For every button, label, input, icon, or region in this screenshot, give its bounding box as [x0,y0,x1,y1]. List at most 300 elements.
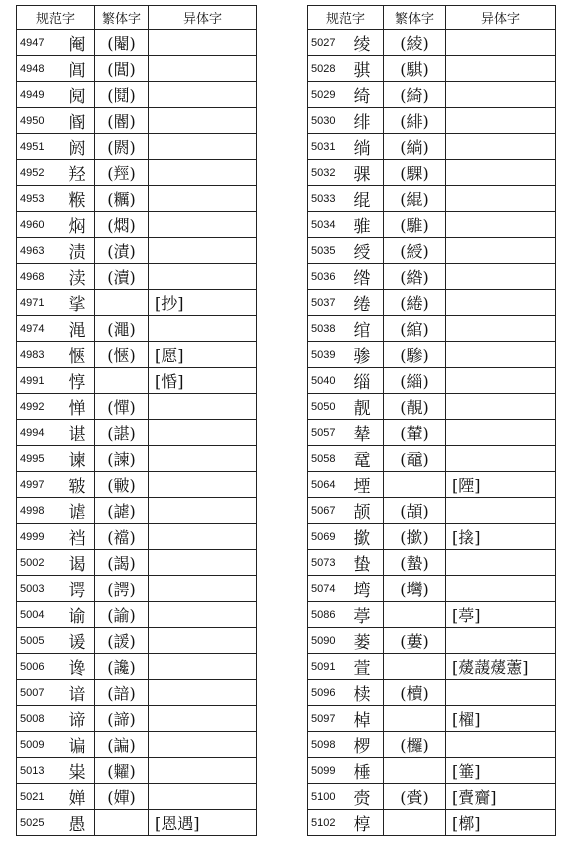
standard-char: 棰 [352,758,384,784]
table-row [17,498,257,524]
char-number: 5086 [308,602,352,628]
header-traditional: 繁体字 [95,6,149,30]
table-row [308,654,556,680]
standard-char: 谒 [67,550,95,576]
char-number: 4974 [17,316,67,342]
table-row [17,82,257,108]
variant-char [149,316,257,342]
table-row [308,732,556,758]
table-row [17,810,257,836]
traditional-char: (緋) [384,108,446,134]
char-number: 5005 [17,628,67,654]
char-number: 4995 [17,446,67,472]
traditional-char: (緔) [384,134,446,160]
table-row [308,134,556,160]
char-number: 5033 [308,186,352,212]
traditional-char: (鬩) [95,82,149,108]
char-number: 5098 [308,732,352,758]
table-row [308,576,556,602]
table-row [308,160,556,186]
variant-char [149,732,257,758]
standard-char: 谑 [67,498,95,524]
standard-char: 蛰 [352,550,384,576]
standard-char: 惮 [67,394,95,420]
standard-char: 挲 [67,290,95,316]
standard-char: 裆 [67,524,95,550]
traditional-char: (讒) [95,654,149,680]
variant-char [446,56,556,82]
variant-char [446,550,556,576]
table-row [17,30,257,56]
char-number: 5100 [308,784,352,810]
variant-char [149,706,257,732]
char-number: 4949 [17,82,67,108]
variant-char [446,30,556,56]
standard-char: 谖 [67,628,95,654]
char-number: 5021 [17,784,67,810]
variant-char: [恩遇] [149,810,257,836]
traditional-char [384,758,446,784]
table-row [17,56,257,82]
table-row [308,628,556,654]
table-row [17,784,257,810]
char-number: 5031 [308,134,352,160]
char-number: 5003 [17,576,67,602]
char-number: 5102 [308,810,352,836]
variant-char [149,186,257,212]
variant-char: [槨] [446,810,556,836]
table-header-row [17,6,257,30]
traditional-char: (澠) [95,316,149,342]
standard-char: 棹 [352,706,384,732]
standard-char: 骒 [352,160,384,186]
variant-char [446,342,556,368]
char-number: 5034 [308,212,352,238]
char-number: 5064 [308,472,352,498]
variant-char: [櫂] [446,706,556,732]
standard-char: 渎 [67,264,95,290]
standard-char: 骐 [352,56,384,82]
table-row [17,238,257,264]
standard-char: 愜 [67,342,95,368]
standard-char: 皲 [67,472,95,498]
variant-char: [蕿蘐蕿藼] [446,654,556,680]
traditional-char: (綰) [384,316,446,342]
table-row [308,446,556,472]
traditional-char: (緇) [384,368,446,394]
char-number: 5004 [17,602,67,628]
traditional-char: (皸) [95,472,149,498]
table-row [308,680,556,706]
traditional-char: (綺) [384,82,446,108]
standard-char: 椤 [352,732,384,758]
table-row [17,732,257,758]
standard-char: 谛 [67,706,95,732]
table-row [308,342,556,368]
variant-char [149,654,257,680]
traditional-char: (羥) [95,160,149,186]
standard-char: 羟 [67,160,95,186]
variant-char [149,498,257,524]
traditional-char: (櫝) [384,680,446,706]
traditional-char: (撳) [384,524,446,550]
table-row [308,524,556,550]
char-number: 5030 [308,108,352,134]
char-number: 5057 [308,420,352,446]
traditional-char: (諞) [95,732,149,758]
variant-char [149,446,257,472]
char-number: 5090 [308,628,352,654]
variant-char [149,108,257,134]
standard-char: 渍 [67,238,95,264]
standard-char: 阋 [67,82,95,108]
variant-char [446,134,556,160]
variant-char [149,524,257,550]
char-number: 5039 [308,342,352,368]
char-number: 4992 [17,394,67,420]
table-row [308,30,556,56]
char-number: 5096 [308,680,352,706]
table-row [17,654,257,680]
traditional-char: (糶) [95,758,149,784]
traditional-char: (嬋) [95,784,149,810]
table-row [17,212,257,238]
traditional-char: (蔞) [384,628,446,654]
traditional-char: (諫) [95,446,149,472]
standard-char: 愚 [67,810,95,836]
variant-char [446,160,556,186]
table-row [308,56,556,82]
traditional-char: (謁) [95,550,149,576]
standard-char: 绫 [352,30,384,56]
table-row [308,108,556,134]
table-row [308,290,556,316]
variant-char [446,82,556,108]
table-row [308,82,556,108]
traditional-char: (緄) [384,186,446,212]
char-number: 4997 [17,472,67,498]
variant-char [446,680,556,706]
char-number: 4998 [17,498,67,524]
variant-char [149,680,257,706]
standard-char: 葶 [352,602,384,628]
traditional-char: (欏) [384,732,446,758]
table-row [308,784,556,810]
table-row [17,628,257,654]
table-row [308,758,556,784]
traditional-char: (綣) [384,290,446,316]
standard-char: 谗 [67,654,95,680]
char-number: 4951 [17,134,67,160]
variant-char [446,368,556,394]
variant-char: [箠] [446,758,556,784]
traditional-char: (襠) [95,524,149,550]
traditional-char: (漬) [95,238,149,264]
standard-char: 绮 [352,82,384,108]
variant-char [446,576,556,602]
variant-char [446,498,556,524]
traditional-char: (燜) [95,212,149,238]
standard-char: 绺 [352,264,384,290]
char-number: 4971 [17,290,67,316]
char-number: 5097 [308,706,352,732]
table-row [17,576,257,602]
variant-char [446,290,556,316]
char-number: 4991 [17,368,67,394]
char-number: 5013 [17,758,67,784]
variant-char [149,238,257,264]
table-row [17,134,257,160]
char-number: 5050 [308,394,352,420]
standard-char: 骓 [352,212,384,238]
traditional-char [95,290,149,316]
char-number: 5091 [308,654,352,680]
variant-char: [賷齎] [446,784,556,810]
standard-char: 谏 [67,446,95,472]
table-row [308,238,556,264]
traditional-char [384,472,446,498]
standard-char: 萱 [352,654,384,680]
standard-char: 绶 [352,238,384,264]
char-number: 5025 [17,810,67,836]
header-traditional: 繁体字 [384,6,446,30]
standard-char: 椁 [352,810,384,836]
table-row [308,316,556,342]
table-row [308,706,556,732]
traditional-char: (驂) [384,342,446,368]
standard-char: 椟 [352,680,384,706]
variant-char [149,576,257,602]
variant-char [149,30,257,56]
table-row [17,472,257,498]
variant-char [446,446,556,472]
table-row [308,368,556,394]
standard-char: 谔 [67,576,95,602]
variant-char [149,420,257,446]
standard-char: 谕 [67,602,95,628]
char-number: 5035 [308,238,352,264]
table-row [17,524,257,550]
char-number: 4983 [17,342,67,368]
standard-char: 绱 [352,134,384,160]
standard-char: 绻 [352,290,384,316]
traditional-char: (糲) [95,186,149,212]
table-row [308,264,556,290]
variant-char [446,316,556,342]
standard-char: 谙 [67,680,95,706]
traditional-char: (綬) [384,238,446,264]
standard-char: 绯 [352,108,384,134]
standard-char: 阉 [67,30,95,56]
traditional-char [384,706,446,732]
table-row [308,498,556,524]
traditional-char: (騅) [384,212,446,238]
variant-char [446,186,556,212]
standard-char: 婵 [67,784,95,810]
standard-char: 撳 [352,524,384,550]
char-number: 4999 [17,524,67,550]
char-number: 5058 [308,446,352,472]
variant-char [149,394,257,420]
standard-char: 赍 [352,784,384,810]
variant-char [149,134,257,160]
variant-char [446,238,556,264]
table-row [17,316,257,342]
table-row [17,368,257,394]
char-number: 5037 [308,290,352,316]
traditional-char: (謔) [95,498,149,524]
traditional-char: (諳) [95,680,149,706]
traditional-char: (蟄) [384,550,446,576]
table-row [17,550,257,576]
traditional-char [384,654,446,680]
char-number: 5027 [308,30,352,56]
traditional-char: (愜) [95,342,149,368]
char-number: 5009 [17,732,67,758]
traditional-char [384,602,446,628]
variant-char [446,732,556,758]
standard-char: 骖 [352,342,384,368]
char-number: 5099 [308,758,352,784]
header-standard: 规范字 [17,6,95,30]
variant-char: [愿] [149,342,257,368]
header-variant: 异体字 [149,6,257,30]
standard-char: 谌 [67,420,95,446]
traditional-char: (騏) [384,56,446,82]
standard-char: 鼋 [352,446,384,472]
table-row [17,290,257,316]
traditional-char: (諭) [95,602,149,628]
char-number: 5040 [308,368,352,394]
variant-char [149,264,257,290]
standard-char: 绲 [352,186,384,212]
character-table-right [307,5,556,836]
standard-char: 缁 [352,368,384,394]
traditional-char: (諦) [95,706,149,732]
traditional-char: (騍) [384,160,446,186]
char-number: 5002 [17,550,67,576]
char-number: 4952 [17,160,67,186]
traditional-char: (諤) [95,576,149,602]
char-number: 5007 [17,680,67,706]
traditional-char: (壪) [384,576,446,602]
table-row [17,758,257,784]
standard-char: 辇 [352,420,384,446]
char-number: 5008 [17,706,67,732]
traditional-char: (靚) [384,394,446,420]
traditional-char: (閽) [95,108,149,134]
char-number: 5038 [308,316,352,342]
variant-char [149,602,257,628]
char-number: 4948 [17,56,67,82]
char-number: 4968 [17,264,67,290]
table-row [17,108,257,134]
standard-char: 阍 [67,108,95,134]
character-table-left [16,5,257,836]
traditional-char: (憚) [95,394,149,420]
variant-char [149,550,257,576]
traditional-char [95,368,149,394]
variant-char [149,82,257,108]
char-number: 5028 [308,56,352,82]
table-row [17,342,257,368]
traditional-char: (閼) [95,134,149,160]
table-row [17,602,257,628]
traditional-char: (諶) [95,420,149,446]
standard-char: 蒌 [352,628,384,654]
standard-char: 绾 [352,316,384,342]
traditional-char: (綾) [384,30,446,56]
char-number: 5067 [308,498,352,524]
char-number: 5032 [308,160,352,186]
variant-char [149,758,257,784]
variant-char [446,264,556,290]
char-number: 4963 [17,238,67,264]
char-number: 5069 [308,524,352,550]
char-number: 5036 [308,264,352,290]
char-number: 4950 [17,108,67,134]
traditional-char [95,810,149,836]
variant-char: [搇] [446,524,556,550]
variant-char [149,628,257,654]
standard-char: 焖 [67,212,95,238]
header-standard: 规范字 [308,6,384,30]
standard-char: 颉 [352,498,384,524]
traditional-char: (黿) [384,446,446,472]
variant-char [446,628,556,654]
header-variant: 异体字 [446,6,556,30]
table-row [17,420,257,446]
standard-char: 阊 [67,56,95,82]
variant-char: [陻] [446,472,556,498]
table-row [308,394,556,420]
table-row [308,472,556,498]
table-row [17,160,257,186]
standard-char: 粜 [67,758,95,784]
variant-char [446,394,556,420]
table-row [17,394,257,420]
traditional-char: (綹) [384,264,446,290]
table-row [308,212,556,238]
traditional-char: (諼) [95,628,149,654]
traditional-char: (閹) [95,30,149,56]
traditional-char: (頡) [384,498,446,524]
table-row [308,602,556,628]
traditional-char: (賫) [384,784,446,810]
traditional-char: (閶) [95,56,149,82]
table-row [308,550,556,576]
variant-char [149,56,257,82]
table-row [308,186,556,212]
table-row [17,186,257,212]
standard-char: 渑 [67,316,95,342]
char-number: 4947 [17,30,67,56]
table-row [308,810,556,836]
table-row [17,680,257,706]
variant-char [149,472,257,498]
table-row [17,264,257,290]
variant-char [149,212,257,238]
standard-char: 糇 [67,186,95,212]
variant-char [446,212,556,238]
char-number: 4960 [17,212,67,238]
table-header-row [308,6,556,30]
traditional-char: (瀆) [95,264,149,290]
table-row [308,420,556,446]
variant-char [149,160,257,186]
standard-char: 靓 [352,394,384,420]
standard-char: 阏 [67,134,95,160]
